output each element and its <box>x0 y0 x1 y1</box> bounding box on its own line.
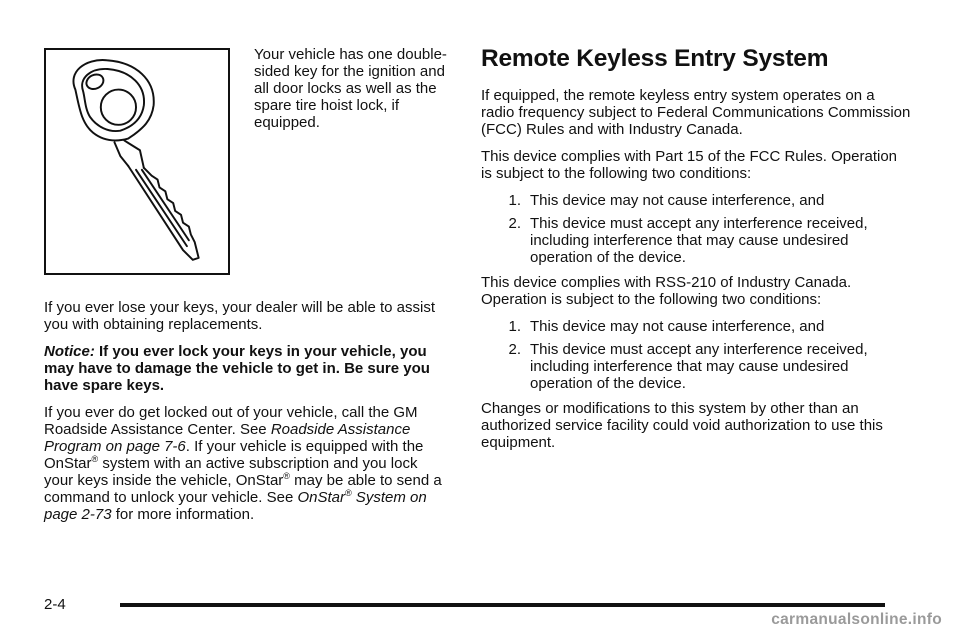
list-item-text: This device must accept any interference received, including interference that may cause undesired operation of the device. <box>530 341 868 392</box>
list-item <box>481 318 911 335</box>
fcc-conditions-list <box>481 192 911 266</box>
key-illustration <box>44 48 230 275</box>
list-item-number: 1. <box>508 192 521 209</box>
fcc-paragraph: This device complies with Part 15 of the FCC Rules. Operation is subject to the following two conditions: <box>481 148 898 182</box>
registered-mark: ® <box>91 454 99 464</box>
list-item-text: This device may not cause interference, and <box>530 318 825 335</box>
locked-out-text-e: for more information. <box>111 506 255 523</box>
notice-paragraph <box>44 343 450 394</box>
locked-out-text-b: . If your vehicle is equipped with the OnStar <box>44 438 424 472</box>
notice-text: If you ever lock your keys in your vehicle, you may have to damage the vehicle to get in. Be sure you have spare keys. <box>44 343 430 394</box>
roadside-assistance-link[interactable]: Roadside Assistance Program on page 7-6 <box>44 421 411 455</box>
key-icon <box>46 50 228 273</box>
locked-out-text-d: may be able to send a command to unlock your vehicle. See <box>44 472 442 506</box>
key-intro-text <box>254 46 450 141</box>
list-item-text: This device may not cause interference, and <box>530 192 825 209</box>
list-item-text: This device must accept any interference received, including interference that may cause undesired operation of the device. <box>530 215 868 266</box>
registered-mark: ® <box>345 488 352 498</box>
locked-out-text-a: If you ever do get locked out of your vehicle, call the GM Roadside Assistance Center. See <box>44 404 418 438</box>
list-item-number: 2. <box>508 215 521 232</box>
left-column <box>44 299 450 533</box>
lost-keys-paragraph: If you ever lose your keys, your dealer will be able to assist you with obtaining replacements. <box>44 299 436 333</box>
footer-rule <box>120 603 885 607</box>
section-heading: Remote Keyless Entry System <box>481 45 829 72</box>
rss-paragraph: This device complies with RSS-210 of Industry Canada. Operation is subject to the following two conditions: <box>481 274 852 308</box>
registered-mark: ® <box>283 471 290 481</box>
list-item-number: 1. <box>508 318 521 335</box>
onstar-link-page: System on page 2-73 <box>44 489 427 523</box>
rke-intro-paragraph: If equipped, the remote keyless entry system operates on a radio frequency subject to Federal Communications Commission (FCC) Rules and with Industry Canada. <box>481 87 911 138</box>
locked-out-text-c: system with an active subscription and you lock your keys inside the vehicle, OnStar <box>44 455 418 489</box>
modifications-paragraph: Changes or modifications to this system by other than an authorized service facility could void authorization to use this equipment. <box>481 400 883 451</box>
locked-out-paragraph <box>44 404 450 523</box>
list-item <box>481 215 911 266</box>
right-column <box>481 44 911 461</box>
rss-conditions-list <box>481 318 911 392</box>
intro-paragraph: Your vehicle has one double-sided key for the ignition and all door locks as well as the spare tire hoist lock, if equipped. <box>254 46 447 131</box>
list-item <box>481 192 911 209</box>
notice-label: Notice: <box>44 343 95 360</box>
watermark: carmanualsonline.info <box>771 611 942 628</box>
page-number: 2-4 <box>44 596 66 613</box>
list-item-number: 2. <box>508 341 521 358</box>
list-item <box>481 341 911 392</box>
onstar-link-text: OnStar <box>297 489 345 506</box>
